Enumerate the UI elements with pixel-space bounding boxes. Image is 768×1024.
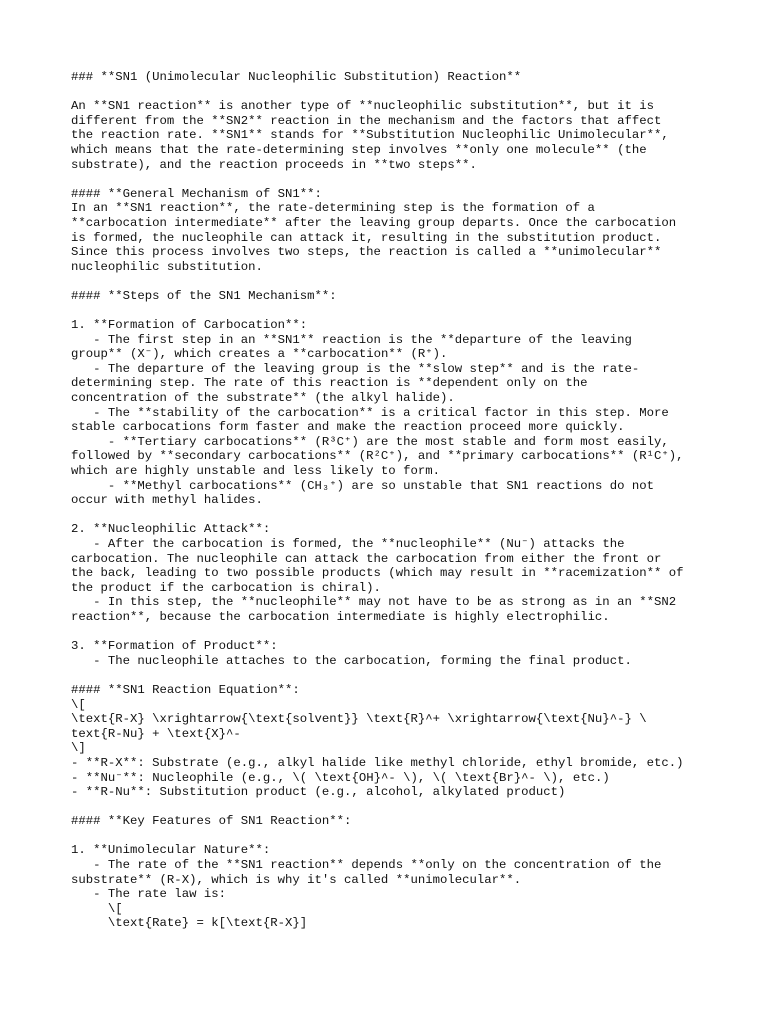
text-line: - The rate law is:: [71, 887, 226, 902]
text-line: #### **Key Features of SN1 Reaction**:: [71, 814, 352, 829]
text-line: In an **SN1 reaction**, the rate-determining step is the formation of a: [71, 201, 595, 216]
text-line: is formed, the nucleophile can attack it, resulting in the substitution product.: [71, 230, 662, 245]
text-line: [71, 508, 711, 523]
text-line: #### **SN1 Reaction Equation**:: [71, 682, 300, 697]
text-line: \[: [71, 697, 86, 712]
text-line: the reaction rate. **SN1** stands for **Substitution Nucleophilic Unimolecular**,: [71, 128, 669, 143]
text-line: - **R-Nu**: Substitution product (e.g., alcohol, alkylated product): [71, 785, 566, 800]
text-line: substrate** (R-X), which is why it's called **unimolecular**.: [71, 872, 522, 887]
text-line: text{R-Nu} + \text{X}^-: [71, 726, 241, 741]
text-line: which means that the rate-determining step involves **only one molecule** (the: [71, 142, 647, 157]
text-line: which are highly unstable and less likely to form.: [71, 464, 440, 479]
text-line: - The departure of the leaving group is the **slow step** and is the rate-: [71, 361, 640, 376]
text-line: - The nucleophile attaches to the carbocation, forming the final product.: [71, 653, 632, 668]
text-line: reaction**, because the carbocation intermediate is highly electrophilic.: [71, 609, 610, 624]
text-line: 1. **Formation of Carbocation**:: [71, 318, 308, 333]
text-line: 2. **Nucleophilic Attack**:: [71, 522, 271, 537]
text-line: \text{R-X} \xrightarrow{\text{solvent}} \text{R}^+ \xrightarrow{\text{Nu}^-} \: [71, 712, 647, 727]
text-line: the product if the carbocation is chiral).: [71, 580, 381, 595]
text-line: 3. **Formation of Product**:: [71, 639, 278, 654]
text-line: **carbocation intermediate** after the leaving group departs. Once the carbocation: [71, 215, 677, 230]
text-line: An **SN1 reaction** is another type of **nucleophilic substitution**, but it is: [71, 99, 654, 114]
text-line: [71, 274, 711, 289]
text-line: - The rate of the **SN1 reaction** depends **only on the concentration of the: [71, 858, 662, 873]
text-line: nucleophilic substitution.: [71, 259, 263, 274]
text-line: carbocation. The nucleophile can attack the carbocation from either the front or: [71, 551, 662, 566]
text-line: - **Tertiary carbocations** (R³C⁺) are the most stable and form most easily,: [71, 434, 669, 449]
text-line: [71, 800, 711, 815]
text-line: Since this process involves two steps, the reaction is called a **unimolecular**: [71, 245, 662, 260]
text-line: [71, 85, 711, 100]
text-line: - **Nu⁻**: Nucleophile (e.g., \( \text{OH}^- \), \( \text{Br}^- \), etc.): [71, 770, 610, 785]
text-line: concentration of the substrate** (the alkyl halide).: [71, 391, 455, 406]
text-line: substrate), and the reaction proceeds in **two steps**.: [71, 157, 477, 172]
text-line: 1. **Unimolecular Nature**:: [71, 843, 271, 858]
text-line: [71, 304, 711, 319]
text-line: group** (X⁻), which creates a **carbocation** (R⁺).: [71, 347, 448, 362]
text-line: [71, 172, 711, 187]
text-line: followed by **secondary carbocations** (R²C⁺), and **primary carbocations** (R¹C⁺),: [71, 449, 684, 464]
text-line: #### **Steps of the SN1 Mechanism**:: [71, 288, 337, 303]
text-line: - In this step, the **nucleophile** may not have to be as strong as in an **SN2: [71, 595, 677, 610]
text-line: - The first step in an **SN1** reaction is the **departure of the leaving: [71, 332, 632, 347]
text-line: - The **stability of the carbocation** is a critical factor in this step. More: [71, 405, 669, 420]
text-line: determining step. The rate of this reaction is **dependent only on the: [71, 376, 588, 391]
text-line: occur with methyl halides.: [71, 493, 263, 508]
document-text: [71, 70, 711, 931]
text-line: different from the **SN2** reaction in the mechanism and the factors that affect: [71, 113, 662, 128]
text-line: - **Methyl carbocations** (CH₃⁺) are so unstable that SN1 reactions do not: [71, 478, 654, 493]
text-line: stable carbocations form faster and make the reaction proceed more quickly.: [71, 420, 625, 435]
text-line: [71, 625, 711, 640]
text-line: the back, leading to two possible products (which may result in **racemization** of: [71, 566, 684, 581]
text-line: - After the carbocation is formed, the **nucleophile** (Nu⁻) attacks the: [71, 537, 625, 551]
text-line: [71, 829, 711, 844]
text-line: \[: [71, 901, 123, 916]
text-line: \]: [71, 741, 86, 756]
text-line: #### **General Mechanism of SN1**:: [71, 186, 322, 201]
text-line: ### **SN1 (Unimolecular Nucleophilic Substitution) Reaction**: [71, 70, 522, 84]
text-line: \text{Rate} = k[\text{R-X}]: [71, 916, 308, 931]
text-line: - **R-X**: Substrate (e.g., alkyl halide like methyl chloride, ethyl bromide, etc.): [71, 755, 684, 770]
text-line: [71, 668, 711, 683]
